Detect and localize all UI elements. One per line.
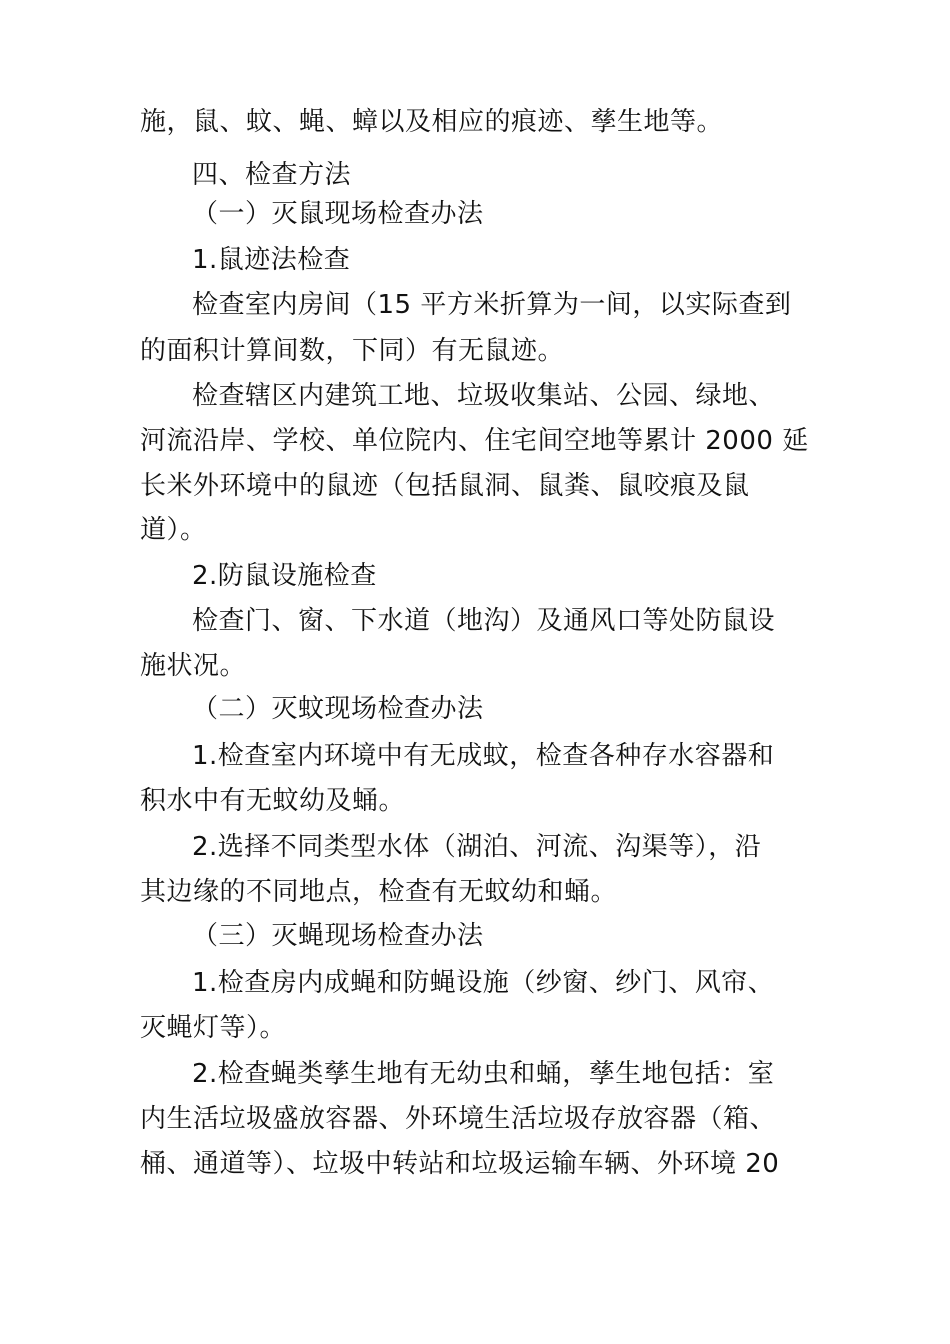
- text-line: 检查辖区内建筑工地、垃圾收集站、公园、绿地、: [192, 381, 776, 411]
- text-line: 施，鼠、蚊、蝇、蟑以及相应的痕迹、孳生地等。: [140, 107, 724, 137]
- text-line: 2.选择不同类型水体（湖泊、河流、沟渠等），沿: [192, 832, 762, 862]
- text-line: 河流沿岸、学校、单位院内、住宅间空地等累计 2000 延: [140, 426, 809, 456]
- item-heading: 2.防鼠设施检查: [192, 561, 377, 591]
- text-line: 桶、通道等）、垃圾中转站和垃圾运输车辆、外环境 20: [140, 1149, 780, 1179]
- text-line: 的面积计算间数，下同）有无鼠迹。: [140, 336, 565, 366]
- subsection-heading: （一）灭鼠现场检查办法: [192, 199, 484, 229]
- text-line: 2.检查蝇类孳生地有无幼虫和蛹，孳生地包括：室: [192, 1059, 775, 1089]
- text-line: 1.检查室内环境中有无成蚊，检查各种存水容器和: [192, 741, 775, 771]
- subsection-heading: （三）灭蝇现场检查办法: [192, 921, 484, 951]
- text-line: 检查室内房间（15 平方米折算为一间，以实际查到: [192, 290, 792, 320]
- text-line: 内生活垃圾盛放容器、外环境生活垃圾存放容器（箱、: [140, 1104, 777, 1134]
- text-line: 长米外环境中的鼠迹（包括鼠洞、鼠粪、鼠咬痕及鼠: [140, 471, 750, 501]
- text-line: 1.检查房内成蝇和防蝇设施（纱窗、纱门、风帘、: [192, 968, 775, 998]
- subsection-heading: （二）灭蚊现场检查办法: [192, 694, 484, 724]
- text-line: 灭蝇灯等）。: [140, 1013, 287, 1043]
- item-heading: 1.鼠迹法检查: [192, 245, 351, 275]
- text-line: 积水中有无蚊幼及蛹。: [140, 786, 406, 816]
- section-heading: 四、检查方法: [192, 160, 352, 190]
- text-line: 施状况。: [140, 651, 247, 681]
- text-line: 检查门、窗、下水道（地沟）及通风口等处防鼠设: [192, 606, 776, 636]
- text-line: 其边缘的不同地点，检查有无蚊幼和蛹。: [140, 877, 618, 907]
- text-line: 道）。: [140, 515, 207, 545]
